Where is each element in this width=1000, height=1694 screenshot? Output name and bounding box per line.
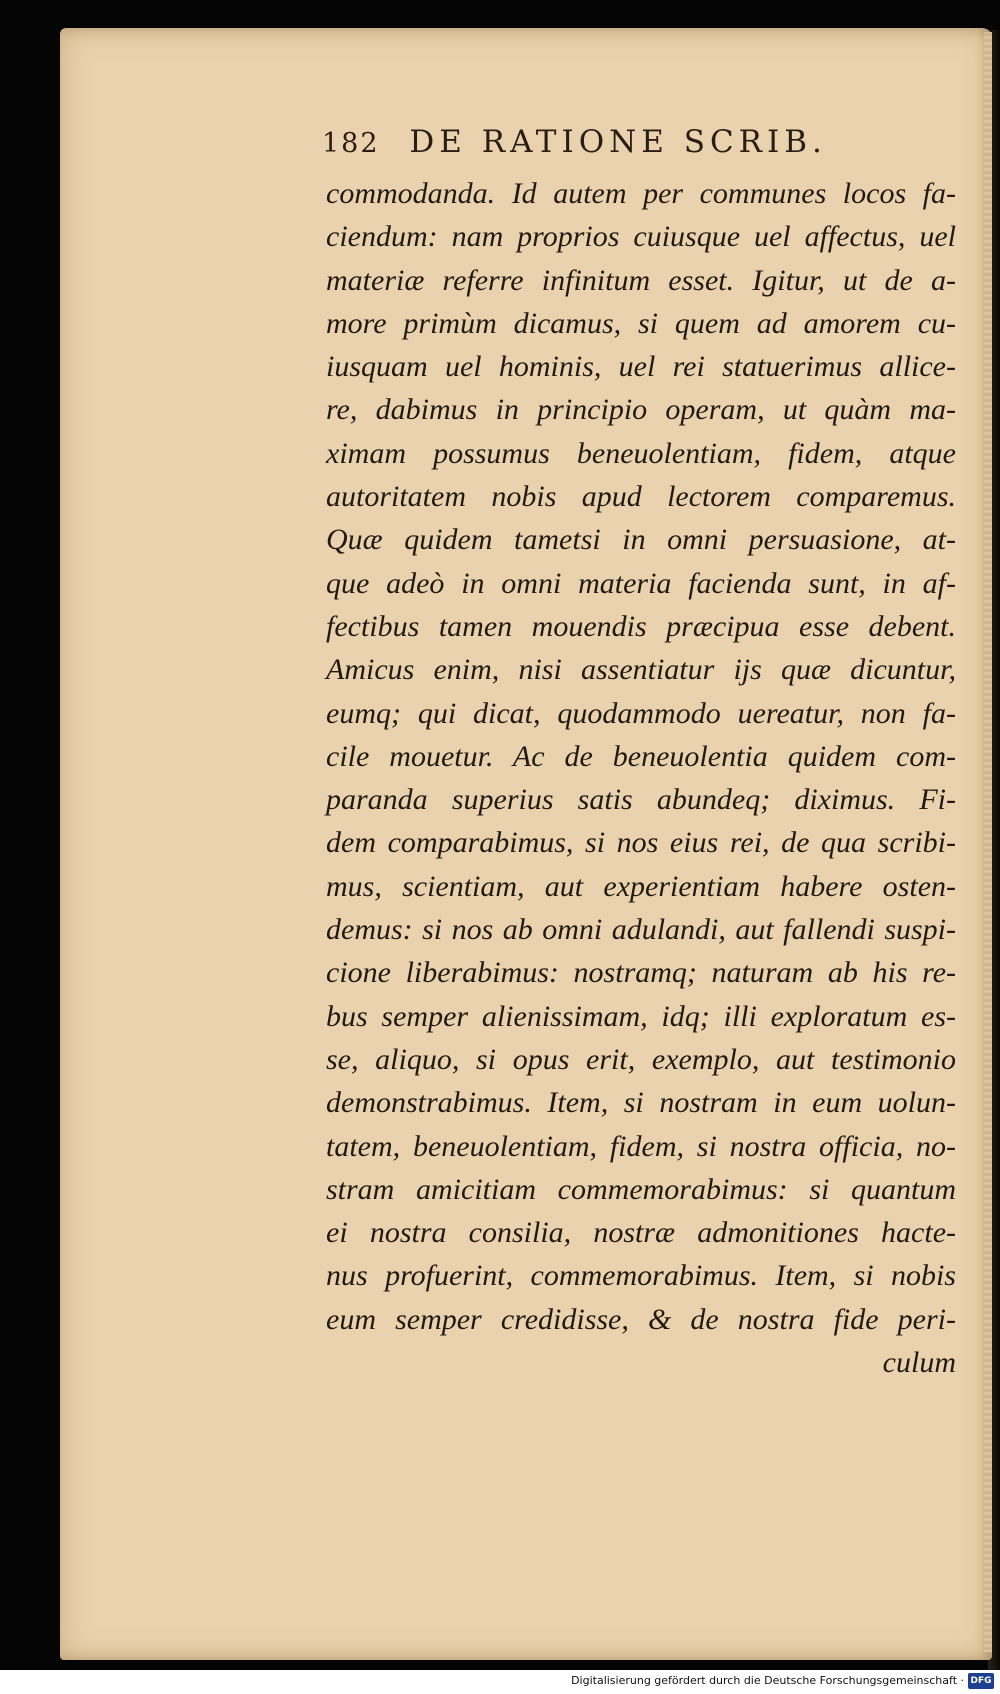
- text-line: ciendum: nam proprios cuiusque uel affectus, uel: [326, 220, 956, 254]
- dfg-logo: DFG: [968, 1673, 994, 1689]
- text-line: demus: si nos ab omni adulandi, aut fallendi suspi-: [326, 913, 956, 947]
- text-line: ei nostra consilia, nostræ admonitiones hacte-: [326, 1216, 956, 1250]
- text-line: re, dabimus in principio operam, ut quàm ma-: [326, 393, 956, 427]
- page-number: 182: [322, 128, 380, 159]
- text-line: que adeò in omni materia facienda sunt, in af-: [326, 566, 956, 600]
- text-line: eumq; qui dicat, quodammodo uereatur, non fa-: [326, 696, 956, 730]
- text-line: mus, scientiam, aut experientiam habere osten-: [326, 869, 956, 903]
- page-header: [322, 124, 882, 168]
- text-line: Quæ quidem tametsi in omni persuasione, at-: [326, 523, 956, 557]
- text-line: fectibus tamen mouendis præcipua esse debent.: [326, 609, 956, 643]
- text-line: tatem, beneuolentiam, fidem, si nostra officia, no-: [326, 1129, 956, 1163]
- text-line: eum semper credidisse, & de nostra fide peri-: [326, 1302, 956, 1336]
- text-line: stram amicitiam commemorabimus: si quantum: [326, 1172, 956, 1206]
- footer-credit: Digitalisierung gefördert durch die Deutsche Forschungsgemeinschaft ·: [571, 1674, 964, 1687]
- text-line: se, aliquo, si opus erit, exemplo, aut testimonio: [326, 1042, 956, 1076]
- text-line: bus semper alienissimam, idq; illi exploratum es-: [326, 999, 956, 1033]
- text-line: commodanda. Id autem per communes locos fa-: [326, 177, 956, 210]
- text-line: iusquam uel hominis, uel rei statuerimus allice-: [326, 350, 956, 384]
- text-line: cile mouetur. Ac de beneuolentia quidem com-: [326, 739, 956, 773]
- text-line: Amicus enim, nisi assentiatur ijs quæ dicuntur,: [326, 653, 956, 687]
- body-text: [326, 172, 956, 1384]
- text-line: autoritatem nobis apud lectorem comparemus.: [326, 480, 956, 514]
- page-stack-edge: [984, 32, 992, 1652]
- text-line: cione liberabimus: nostramq; naturam ab his re-: [326, 956, 956, 990]
- footer-bar: [0, 1670, 1000, 1694]
- text-line: ximam possumus beneuolentiam, fidem, atque: [326, 436, 956, 470]
- running-title: DE RATIONE SCRIB.: [409, 124, 827, 160]
- text-line: nus profuerint, commemorabimus. Item, si nobis: [326, 1259, 956, 1293]
- text-line: more primùm dicamus, si quem ad amorem cu-: [326, 306, 956, 340]
- text-line: materiæ referre infinitum esset. Igitur, ut de a-: [326, 263, 956, 297]
- text-line: demonstrabimus. Item, si nostram in eum uolun-: [326, 1086, 956, 1120]
- catchword: culum: [882, 1346, 956, 1380]
- text-line: dem comparabimus, si nos eius rei, de qua scribi-: [326, 826, 956, 860]
- text-line: paranda superius satis abundeq; diximus. Fi-: [326, 783, 956, 817]
